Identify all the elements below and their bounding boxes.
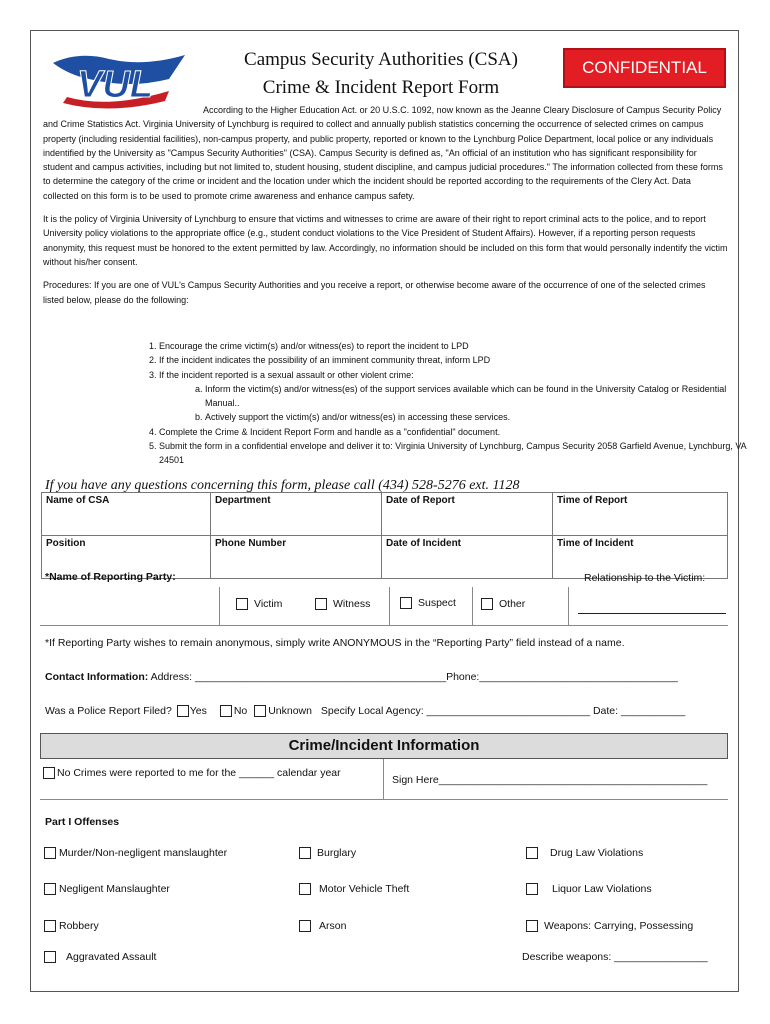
- other-label: Other: [499, 598, 526, 610]
- offense-weapons[interactable]: [526, 920, 693, 932]
- form-title-line2: Crime & Incident Report Form: [262, 77, 500, 98]
- offense-burglary[interactable]: [299, 847, 356, 859]
- no-crimes-text: No Crimes were reported to me for the ______ calendar year: [57, 767, 341, 779]
- offense-checkbox[interactable]: [44, 920, 56, 932]
- date-of-incident-label: Date of Incident: [386, 538, 462, 549]
- sub-step-item: a. Inform the victim(s) and/or witness(es) of the support services available which can be found in the University Catalog or Residential Manual..: [205, 382, 749, 411]
- offense-murder[interactable]: [44, 847, 227, 859]
- offense-drug-law[interactable]: [526, 847, 643, 859]
- offense-checkbox[interactable]: [299, 883, 311, 895]
- no-crimes-row: [43, 767, 341, 779]
- department-label: Department: [215, 495, 271, 506]
- suspect-checkbox[interactable]: [400, 597, 412, 609]
- option-witness[interactable]: [315, 598, 370, 610]
- intro-paragraph-clery: According to the Higher Education Act. or 20 U.S.C. 1092, now known as the Jeanne Cleary Disclosure of Campus Security Policy and Crime Statistics Act. Virginia University of Lynchburg is required to collect and annually publish statistics concerning the occurrence of selected crimes on campus property (including residential facilities), non-campus property, and public property, reported or known to the Lynchburg Police Department, local police or any individuals indentified by the University as "Campus Security Authorities" (CSA). Campus Security is defined as, "An official of an institution who has significant responsibility for student and campus activities, including but not limited to, student housing, student discipline, and campus judicial procedures." The information collected from these forms to determine the category of the crime or incident and the location under which the incident should be reported according to the requirements of the Clery Act. Data collected on this form is to be used to promote crime awareness and enhance campus safety.: [43, 105, 723, 201]
- phone-field[interactable]: Phone:__________________________________: [446, 671, 678, 683]
- address-field[interactable]: Address: ___________________________________________: [150, 671, 447, 683]
- questions-callout: If you have any questions concerning this form, please call (434) 528-5276 ext. 1128: [45, 478, 520, 493]
- reporting-party-label: *Name of Reporting Party:: [45, 571, 176, 583]
- step-text: If the incident reported is a sexual assault or other violent crime:: [159, 369, 414, 380]
- offense-checkbox[interactable]: [526, 920, 538, 932]
- offense-label: Robbery: [59, 920, 99, 932]
- column-divider: [219, 587, 220, 625]
- form-title-line1: Campus Security Authorities (CSA): [244, 49, 518, 70]
- contact-label: Contact Information:: [45, 671, 149, 683]
- victim-checkbox[interactable]: [236, 598, 248, 610]
- phone-number-label: Phone Number: [215, 538, 287, 549]
- option-victim[interactable]: [236, 598, 282, 610]
- offense-arson[interactable]: [299, 920, 346, 932]
- offense-label: Drug Law Violations: [550, 847, 644, 859]
- offense-label: Arson: [319, 920, 347, 932]
- victim-label: Victim: [254, 598, 283, 610]
- offense-label: Murder/Non-negligent manslaughter: [59, 847, 228, 859]
- sub-steps: [159, 382, 749, 425]
- step-item: 2. If the incident indicates the possibility of an imminent community threat, inform LPD: [159, 353, 749, 367]
- relationship-input-line[interactable]: [578, 613, 726, 614]
- unknown-checkbox[interactable]: [254, 705, 266, 717]
- offenses-title: Part I Offenses: [45, 816, 120, 828]
- relationship-label: Relationship to the Victim:: [584, 572, 706, 584]
- describe-weapons-field[interactable]: Describe weapons: ________________: [522, 951, 708, 963]
- offense-checkbox[interactable]: [526, 847, 538, 859]
- offense-checkbox[interactable]: [299, 847, 311, 859]
- offense-negligent-manslaughter[interactable]: [44, 883, 170, 895]
- offense-checkbox[interactable]: [299, 920, 311, 932]
- anonymous-note: *If Reporting Party wishes to remain anonymous, simply write ANONYMOUS in the “Reporting Party” field instead of a name.: [45, 637, 625, 649]
- form-page: [30, 30, 747, 992]
- logo-text: VUL: [77, 64, 153, 106]
- procedure-steps: [131, 339, 749, 468]
- police-report-question: Was a Police Report Filed?: [45, 705, 172, 717]
- time-of-report-cell[interactable]: [553, 493, 728, 536]
- offense-label: Weapons: Carrying, Possessing: [544, 920, 694, 932]
- sign-here-field[interactable]: Sign Here______________________________________________: [392, 774, 708, 786]
- offense-label: Negligent Manslaughter: [59, 883, 170, 895]
- yes-checkbox[interactable]: [177, 705, 189, 717]
- position-label: Position: [46, 538, 86, 549]
- no-label: No: [233, 705, 248, 717]
- name-of-csa-label: Name of CSA: [46, 495, 110, 506]
- offense-aggravated-assault[interactable]: [44, 951, 156, 963]
- report-info-table: [41, 492, 728, 579]
- step-item: 1. Encourage the crime victim(s) and/or witness(es) to report the incident to LPD: [159, 339, 749, 353]
- no-checkbox[interactable]: [220, 705, 232, 717]
- option-suspect[interactable]: [400, 597, 456, 609]
- step-item: 5. Submit the form in a confidential envelope and deliver it to: Virginia University of Lynchburg, Campus Security 2058 Garfield Avenue, Lynchburg, VA 24501: [159, 439, 749, 468]
- name-of-csa-cell[interactable]: [42, 493, 211, 536]
- offense-label: Motor Vehicle Theft: [319, 883, 410, 895]
- step-item: 4. Complete the Crime & Incident Report Form and handle as a "confidential" document.: [159, 425, 749, 439]
- unknown-label: Unknown: [268, 705, 312, 717]
- yes-label: Yes: [189, 705, 207, 717]
- sub-step-item: b. Actively support the victim(s) and/or witness(es) in accessing these services.: [205, 410, 749, 424]
- section-header: Crime/Incident Information: [40, 733, 728, 759]
- step-item: [159, 368, 749, 425]
- date-of-report-cell[interactable]: [382, 493, 553, 536]
- date-of-incident-cell[interactable]: [382, 536, 553, 579]
- intro-paragraph-policy: It is the policy of Virginia University of Lynchburg to ensure that victims and witnesses to crime are aware of their right to report criminal acts to the police, and to report University policy violations to the appropriate office (e.g., student conduct violations to the Vice President of Student Affairs). However, if a reporting person requests anonymity, this request must be honored to the extent permitted by law. Accordingly, no information should be included on this form that would personally indentify the victim without his/her consent.: [43, 214, 728, 267]
- suspect-label: Suspect: [418, 597, 456, 609]
- column-divider: [568, 587, 569, 625]
- column-divider: [472, 587, 473, 625]
- offense-checkbox[interactable]: [44, 883, 56, 895]
- phone-number-cell[interactable]: [211, 536, 382, 579]
- row-divider: [40, 625, 728, 626]
- confidential-badge: CONFIDENTIAL: [563, 48, 726, 88]
- column-divider: [389, 587, 390, 625]
- offense-liquor-law[interactable]: [526, 883, 652, 895]
- date-of-report-label: Date of Report: [386, 495, 455, 506]
- other-checkbox[interactable]: [481, 598, 493, 610]
- offense-robbery[interactable]: [44, 920, 99, 932]
- no-crimes-checkbox[interactable]: [43, 767, 55, 779]
- witness-checkbox[interactable]: [315, 598, 327, 610]
- time-of-report-label: Time of Report: [557, 495, 628, 506]
- offense-checkbox[interactable]: [44, 847, 56, 859]
- offense-checkbox[interactable]: [44, 951, 56, 963]
- option-other[interactable]: [481, 598, 525, 610]
- offense-checkbox[interactable]: [526, 883, 538, 895]
- intro-text: [43, 103, 728, 316]
- contact-row: [45, 671, 727, 683]
- offense-label: Aggravated Assault: [66, 951, 157, 963]
- vul-logo: [49, 49, 189, 111]
- offense-label: Liquor Law Violations: [552, 883, 652, 895]
- police-report-row: [45, 705, 685, 717]
- row-divider: [40, 799, 728, 800]
- offense-label: Burglary: [317, 847, 357, 859]
- offense-motor-vehicle-theft[interactable]: [299, 883, 409, 895]
- local-agency-field[interactable]: Specify Local Agency: ____________________________ Date: ___________: [320, 705, 686, 717]
- time-of-incident-label: Time of Incident: [557, 538, 634, 549]
- department-cell[interactable]: [211, 493, 382, 536]
- column-divider: [383, 759, 384, 799]
- witness-label: Witness: [333, 598, 371, 610]
- intro-paragraph-procedures: Procedures: If you are one of VUL's Campus Security Authorities and you receive a report, or otherwise become aware of the occurrence of one of the selected crimes listed below, please do the following:: [43, 280, 706, 305]
